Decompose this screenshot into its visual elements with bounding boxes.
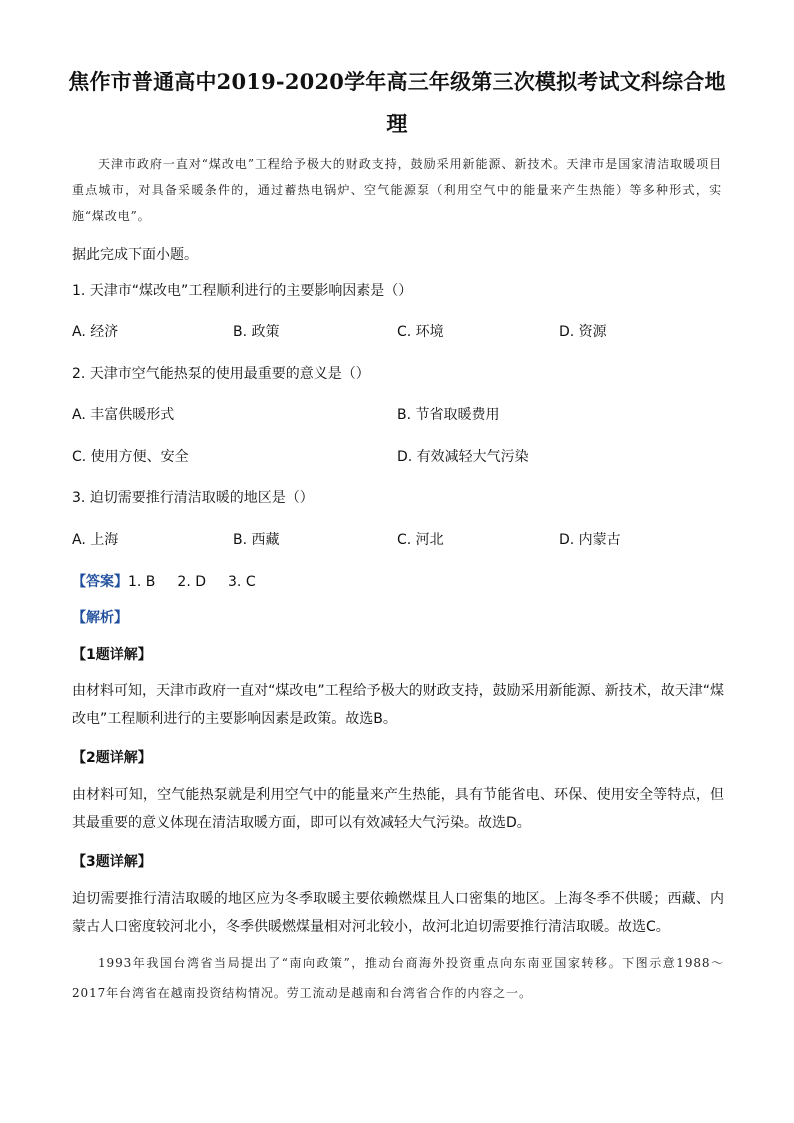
question-2-option-c: C. 使用方便、安全 <box>72 449 189 465</box>
question-1-option-a: A. 经济 <box>72 324 119 340</box>
answer-item-1: 1. B <box>128 574 156 590</box>
page-title-line-2: 理 <box>386 111 408 136</box>
question-3-stem: 3. 迫切需要推行清洁取暖的地区是（） <box>72 490 314 506</box>
question-1-option-c: C. 环境 <box>397 324 444 340</box>
detail-3-text: 迫切需要推行清洁取暖的地区应为冬季取暖主要依赖燃煤且人口密集的地区。上海冬季不供暖；西藏、内蒙古人口密度较河北小，冬季供暖燃煤量相对河北较小，故河北迫切需要推行清洁取暖。故选C。 <box>72 891 724 935</box>
question-1-option-d: D. 资源 <box>559 324 607 340</box>
detail-2-label: 【2题详解】 <box>72 750 152 766</box>
question-3-option-d: D. 内蒙古 <box>559 532 621 548</box>
analysis-label: 【解析】 <box>72 610 128 626</box>
detail-1-text: 由材料可知，天津市政府一直对“煤改电”工程给予极大的财政支持，鼓励采用新能源、新技术，故天津“煤改电”工程顺利进行的主要影响因素是政策。故选B。 <box>72 683 724 727</box>
question-1-stem: 1. 天津市“煤改电”工程顺利进行的主要影响因素是（） <box>72 283 413 299</box>
question-2-option-d: D. 有效减轻大气污染 <box>397 449 529 465</box>
answer-line <box>72 573 256 591</box>
question-3-option-b: B. 西藏 <box>233 532 280 548</box>
question-1-option-b: B. 政策 <box>233 324 280 340</box>
question-2-stem: 2. 天津市空气能热泵的使用最重要的意义是（） <box>72 366 370 382</box>
material-passage-1: 天津市政府一直对“煤改电”工程给予极大的财政支持，鼓励采用新能源、新技术。天津市是国家清洁取暖项目重点城市，对具备采暖条件的，通过蓄热电锅炉、空气能源泵（利用空气中的能量来产生热能）等多种形式，实施“煤改电”。 <box>72 157 722 223</box>
page-title-line-1: 焦作市普通高中2019-2020学年高三年级第三次模拟考试文科综合地 <box>68 69 726 94</box>
question-2-option-b: B. 节省取暖费用 <box>397 407 500 423</box>
answer-label: 【答案】 <box>72 574 128 590</box>
detail-2-text: 由材料可知，空气能热泵就是利用空气中的能量来产生热能，具有节能省电、环保、使用安全等特点，但其最重要的意义体现在清洁取暖方面，即可以有效减轻大气污染。故选D。 <box>72 787 724 831</box>
material-passage-2: 1993年我国台湾省当局提出了“南向政策”，推动台商海外投资重点向东南亚国家转移。下图示意1988～2017年台湾省在越南投资结构情况。劳工流动是越南和台湾省合作的内容之一。 <box>72 956 724 1000</box>
answer-item-2: 2. D <box>177 574 207 590</box>
question-2-option-a: A. 丰富供暖形式 <box>72 407 175 423</box>
instruction-text: 据此完成下面小题。 <box>72 247 198 263</box>
question-3-option-c: C. 河北 <box>397 532 444 548</box>
answer-item-3: 3. C <box>228 574 256 590</box>
question-3-option-a: A. 上海 <box>72 532 119 548</box>
detail-1-label: 【1题详解】 <box>72 647 152 663</box>
detail-3-label: 【3题详解】 <box>72 854 152 870</box>
